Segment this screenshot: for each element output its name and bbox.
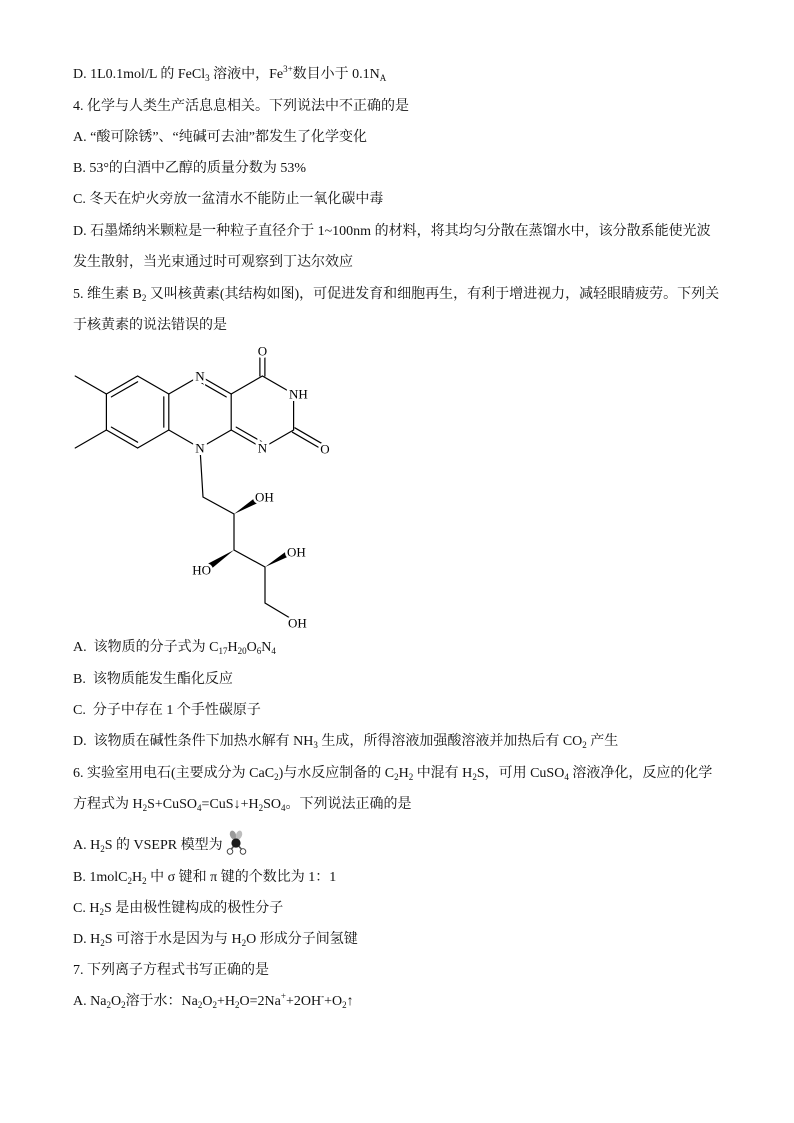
subscript: 2 [127, 876, 132, 886]
atom-label-hydroxyl-c2: OH [255, 489, 274, 505]
text-run: O 形成分子间氢键 [246, 932, 358, 947]
atom-label-hydroxyl-c4: OH [287, 544, 306, 560]
text-run: N [261, 640, 272, 655]
subscript: 2 [121, 1000, 126, 1010]
text-run: C. H [73, 901, 100, 916]
text-run: 溶于水：Na [125, 994, 198, 1009]
text-run: S 的 VSEPR 模型为 [104, 838, 223, 854]
subscript: 4 [564, 772, 569, 782]
riboflavin-structure-diagram [60, 335, 350, 635]
q4-option-b [73, 159, 306, 179]
text-run: D. 1L0.1mol/L 的 FeCl [73, 67, 206, 82]
q5-option-b [73, 670, 233, 690]
text-run: 产生 [586, 734, 619, 749]
q5-option-d [73, 732, 618, 752]
text-run: C. 分子中存在 1 个手性碳原子 [73, 703, 261, 718]
text-run: SO [263, 797, 281, 812]
q5-option-c [73, 701, 261, 721]
text-run: H [398, 766, 409, 781]
text-run: C. 冬天在炉火旁放一盆清水不能防止一氧化碳中毒 [73, 192, 384, 207]
subscript: 2 [342, 1000, 347, 1010]
text-run: O=2Na [239, 994, 281, 1009]
subscript: 2 [582, 740, 587, 750]
subscript: 2 [472, 772, 477, 782]
atom-label-carbonyl-oxygen-right: O [320, 441, 330, 457]
text-run: 生成，所得溶液加强酸溶液并加热后有 CO [317, 734, 583, 749]
text-run: 中混有 H [413, 766, 473, 781]
line-text [73, 838, 223, 853]
q6-stem-continued [73, 795, 411, 815]
superscript: - [321, 991, 325, 1001]
line-text [73, 224, 711, 239]
subscript: 2 [212, 1000, 218, 1010]
atom-label-n1: N [257, 440, 268, 456]
line-text [73, 672, 233, 687]
subscript: 2 [197, 1000, 203, 1010]
q4-option-d [73, 222, 711, 242]
text-run: A. “酸可除锈”、“纯碱可去油”都发生了化学变化 [73, 130, 367, 145]
q5-stem-continued [73, 316, 227, 336]
text-run: A. H [73, 838, 101, 854]
text-run: ↑ [346, 994, 354, 1009]
line-text [73, 797, 411, 812]
atom-labels [192, 344, 329, 631]
text-run: 5. 维生素 B [73, 287, 142, 302]
subscript: 2 [235, 1000, 240, 1010]
text-run: +2OH [285, 994, 322, 1009]
q4-option-c [73, 190, 383, 210]
subscript: 2 [258, 803, 264, 813]
subscript: 2 [141, 293, 147, 303]
text-run: D. 石墨烯纳米颗粒是一种粒子直径介于 1~100nm 的材料，将其均匀分散在蒸馏水中，该分散系能使光波 [73, 224, 711, 239]
q6-option-c [73, 899, 283, 919]
subscript: 2 [142, 803, 148, 813]
line-text [73, 901, 283, 916]
text-run: )与水反应制备的 C [278, 766, 395, 781]
text-run: O [246, 640, 257, 655]
text-run: +O [324, 994, 343, 1009]
subscript: 2 [99, 907, 104, 917]
text-run: S 是由极性键构成的极性分子 [103, 901, 284, 916]
text-run: 于核黄素的说法错误的是 [73, 318, 227, 333]
atom-label-n5: N [195, 368, 205, 384]
text-run: 7. 下列离子方程式书写正确的是 [73, 963, 269, 978]
subscript: 2 [241, 938, 247, 948]
q4-option-d-continued [73, 253, 353, 273]
text-run: 4. 化学与人类生产活息息相关。下列说法中不正确的是 [73, 99, 409, 114]
atom-label-carbonyl-oxygen-top: O [257, 343, 268, 359]
text-run: B. 53°的白酒中乙醇的质量分数为 53% [73, 161, 307, 176]
subscript: 4 [197, 803, 202, 813]
atom-label-n10: N [195, 440, 205, 456]
q6-option-b [73, 868, 336, 888]
text-run: 溶液净化，反应的化学 [568, 766, 713, 781]
text-run: 又叫核黄素(其结构如图)，可促进发育和细胞再生，有利于增进视力，减轻眼睛疲劳。下列关 [146, 287, 720, 302]
line-text [73, 130, 367, 145]
text-run: 中 σ 键和 π 键的个数比为 1：1 [146, 870, 337, 885]
q7-option-a [73, 992, 354, 1012]
text-run: B. 该物质能发生酯化反应 [73, 672, 233, 687]
subscript: 4 [280, 803, 286, 813]
q3-option-d [73, 65, 386, 85]
text-run: A. 该物质的分子式为 C [73, 640, 219, 655]
subscript: 3 [205, 73, 210, 83]
text-run: 方程式为 H [73, 797, 143, 812]
atom-label-hydroxyl-c3: HO [192, 562, 211, 578]
text-run: 数目小于 0.1N [292, 67, 380, 82]
text-run: A. Na [73, 994, 107, 1009]
vsepr-model-icon [225, 829, 247, 857]
text-run: S，可用 CuSO [476, 766, 565, 781]
line-text [73, 64, 387, 83]
q5-stem [73, 285, 719, 305]
text-run: S+CuSO [147, 797, 198, 812]
text-run: H [227, 640, 238, 655]
text-run: O [202, 994, 213, 1009]
q4-stem [73, 97, 409, 117]
atom-label-hydroxyl-c5: OH [288, 615, 307, 631]
subscript: 4 [271, 646, 276, 656]
line-text [73, 99, 409, 114]
text-run: D. H [73, 932, 101, 947]
line-text [73, 161, 306, 176]
subscript: 2 [394, 772, 399, 782]
ribityl-chain-bonds [200, 448, 291, 618]
line-text [73, 870, 336, 885]
line-text [73, 703, 261, 718]
q6-stem [73, 764, 712, 784]
subscript: 2 [142, 876, 147, 886]
line-text [73, 640, 276, 655]
subscript: 6 [256, 646, 262, 656]
text-run: B. 1molC [73, 870, 128, 885]
subscript: 2 [106, 1000, 111, 1010]
line-text [73, 963, 269, 978]
subscript: 2 [100, 938, 105, 948]
text-run: 6. 实验室用电石(主要成分为 CaC [73, 766, 275, 781]
line-text [73, 734, 618, 749]
text-run: D. 该物质在碱性条件下加热水解有 NH [73, 734, 314, 749]
text-run: +H [217, 994, 236, 1009]
line-text [73, 318, 227, 333]
line-text [73, 932, 358, 947]
text-run: H [131, 870, 143, 885]
superscript: 3+ [283, 64, 293, 74]
line-text [73, 991, 354, 1010]
subscript: 3 [313, 740, 318, 750]
q5-option-a [73, 638, 276, 658]
q6-option-d [73, 930, 358, 950]
q6-option-a [73, 832, 247, 855]
subscript: 20 [237, 646, 247, 656]
subscript: 2 [274, 772, 279, 782]
atom-label-nh: NH [289, 386, 308, 402]
q4-option-a [73, 128, 367, 148]
subscript: 2 [100, 844, 105, 855]
text-run: 溶液中，Fe [209, 67, 284, 82]
subscript: 17 [218, 646, 228, 656]
line-text [73, 255, 353, 270]
text-run: 发生散射，当光束通过时可观察到丁达尔效应 [73, 255, 353, 270]
superscript: + [280, 991, 286, 1001]
text-run: S 可溶于水是因为与 H [104, 932, 242, 947]
text-run: =CuS↓+H [201, 797, 259, 812]
subscript: A [379, 73, 387, 83]
subscript: 2 [408, 772, 414, 782]
text-run: O [110, 994, 122, 1009]
text-run: 。下列说法正确的是 [285, 797, 412, 812]
q7-stem [73, 961, 269, 981]
line-text [73, 192, 383, 207]
line-text [73, 766, 712, 781]
line-text [73, 287, 719, 302]
